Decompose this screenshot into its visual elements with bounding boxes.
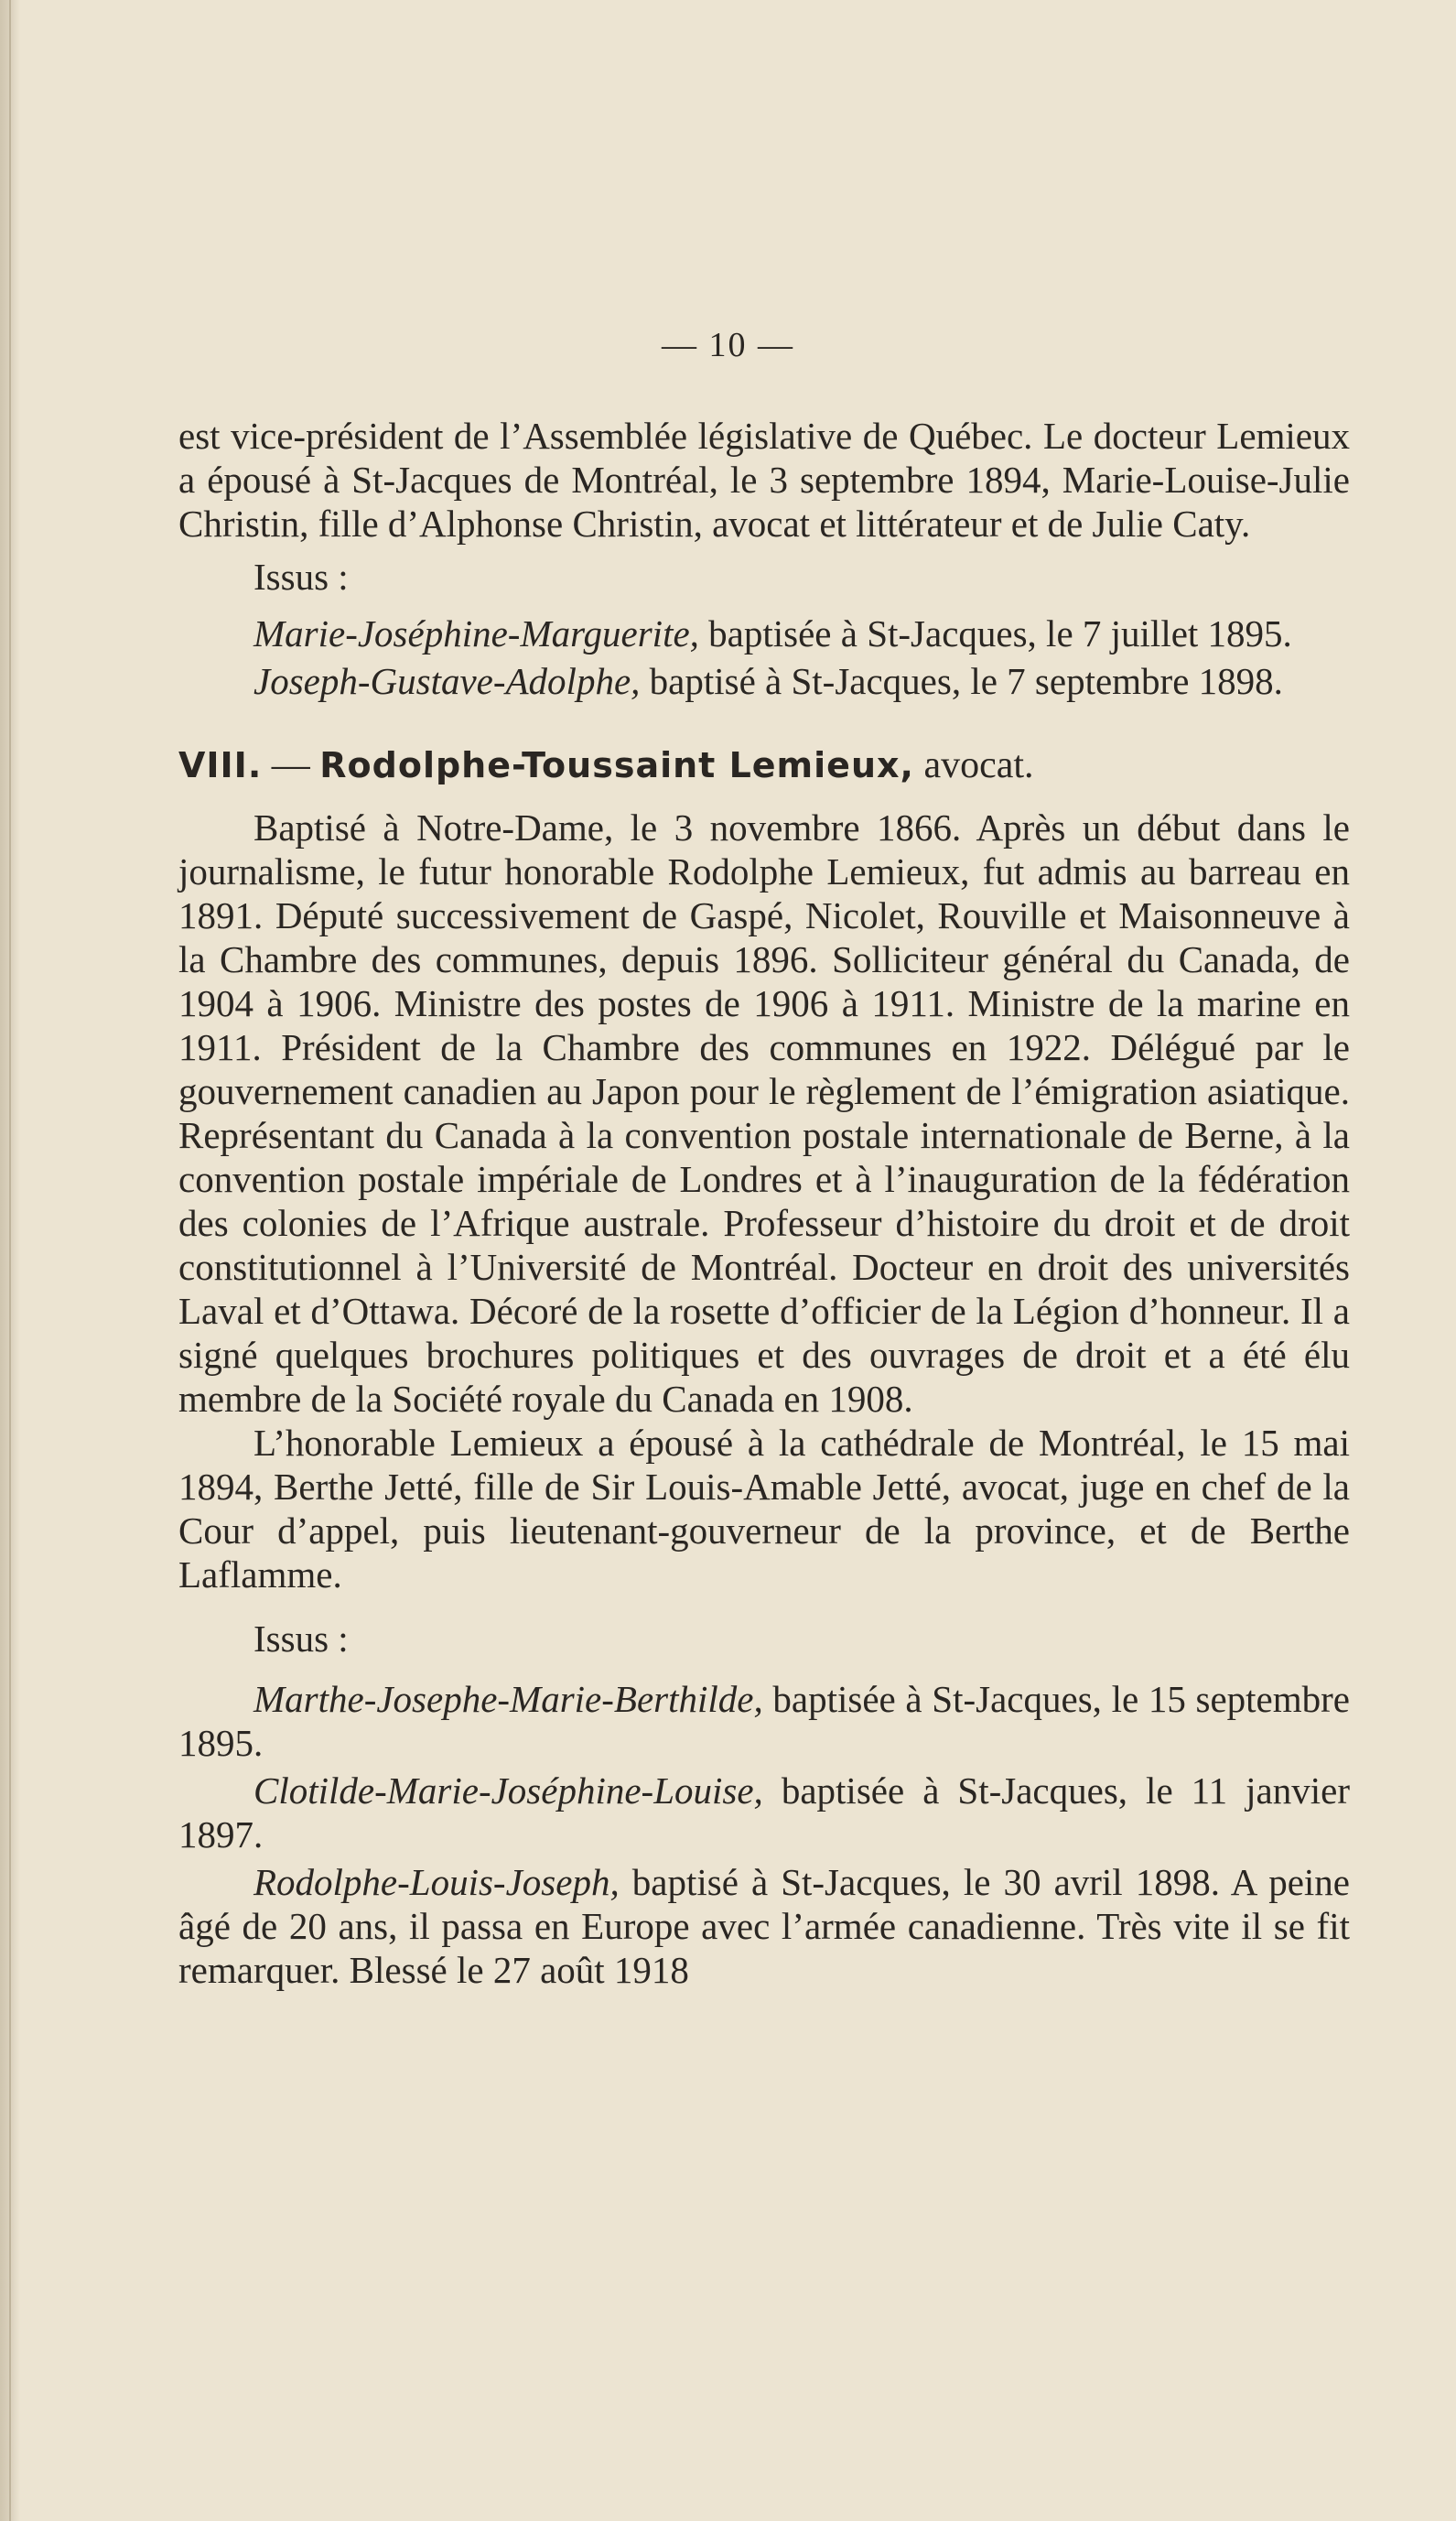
child-name: Joseph-Gustave-Adolphe,	[253, 660, 641, 702]
child-name: Marthe-Josephe-Marie-Berthilde,	[253, 1678, 763, 1720]
child-entry	[178, 611, 1350, 655]
child-entry	[178, 1860, 1350, 1992]
page-body	[178, 330, 1350, 1996]
child-details: baptisé à St-Jacques, le 30 avril 1898. A peine âgé de 20 ans, il passa en Europe avec l’armée canadienne. Très vite il se fit remarquer. Blessé le 27 août 1918	[178, 1861, 1350, 1991]
child-entry	[178, 659, 1350, 703]
child-entry	[178, 1677, 1350, 1765]
marriage-paragraph: L’honorable Lemieux a épousé à la cathédrale de Montréal, le 15 mai 1894, Berthe Jetté, fille de Sir Louis-Amable Jetté, avocat, juge en chef de la Cour d’appel, puis lieutenant-gouverneur de la province, et de Berthe Laflamme.	[178, 1422, 1350, 1596]
child-details: baptisée à St-Jacques, le 11 janvier 1897.	[178, 1769, 1350, 1856]
page-number: — 10 —	[662, 326, 794, 364]
section-name: Rodolphe-Toussaint Lemieux,	[319, 745, 914, 785]
section-number: VIII.	[178, 745, 263, 785]
child-name: Rodolphe-Louis-Joseph,	[253, 1861, 620, 1903]
child-entry	[178, 1769, 1350, 1856]
section-heading	[178, 743, 1350, 787]
child-details: baptisée à St-Jacques, le 7 juillet 1895.	[698, 612, 1292, 655]
issus-label: Issus :	[253, 556, 349, 598]
child-details: baptisé à St-Jacques, le 7 septembre 1898.	[640, 660, 1283, 702]
child-name: Marie-Joséphine-Marguerite,	[253, 612, 699, 655]
section-title: avocat.	[913, 744, 1034, 786]
biography-paragraph: Baptisé à Notre-Dame, le 3 novembre 1866. Après un début dans le journalisme, le futur honorable Rodolphe Lemieux, fut admis au barreau en 1891. Député successivement de Gaspé, Nicolet, Rouville et Maisonneuve à la Chambre des communes, depuis 1896. Solliciteur général du Canada, de 1904 à 1906. Ministre des postes de 1906 à 1911. Ministre de la marine en 1911. Président de la Chambre des communes en 1922. Délégué par le gouvernement canadien au Japon pour le règlement de l’émigration asiatique. Représentant du Canada à la convention postale internationale de Berne, à la convention postale impériale de Londres et à l’inauguration de la fédération des colonies de l’Afrique australe. Professeur d’histoire du droit et de droit constitutionnel à l’Université de Montréal. Docteur en droit des universités Laval et d’Ottawa. Décoré de la rosette d’officier de la Légion d’honneur. Il a signé quelques brochures politiques et des ouvrages de droit et a été élu membre de la Société royale du Canada en 1908.	[178, 806, 1350, 1420]
child-name: Clotilde-Marie-Joséphine-Louise,	[253, 1769, 763, 1812]
issus-label: Issus :	[253, 1618, 349, 1660]
page-edge-line	[9, 0, 11, 2521]
opening-paragraph: est vice-président de l’Assemblée législative de Québec. Le docteur Lemieux a épousé à St-Jacques de Montréal, le 3 septembre 1894, Marie-Louise-Julie Christin, fille d’Alphonse Christin, avocat et littérateur et de Julie Caty.	[178, 415, 1350, 545]
child-details: baptisée à St-Jacques, le 15 septembre 1895.	[178, 1678, 1350, 1764]
section-dash: —	[262, 744, 320, 786]
